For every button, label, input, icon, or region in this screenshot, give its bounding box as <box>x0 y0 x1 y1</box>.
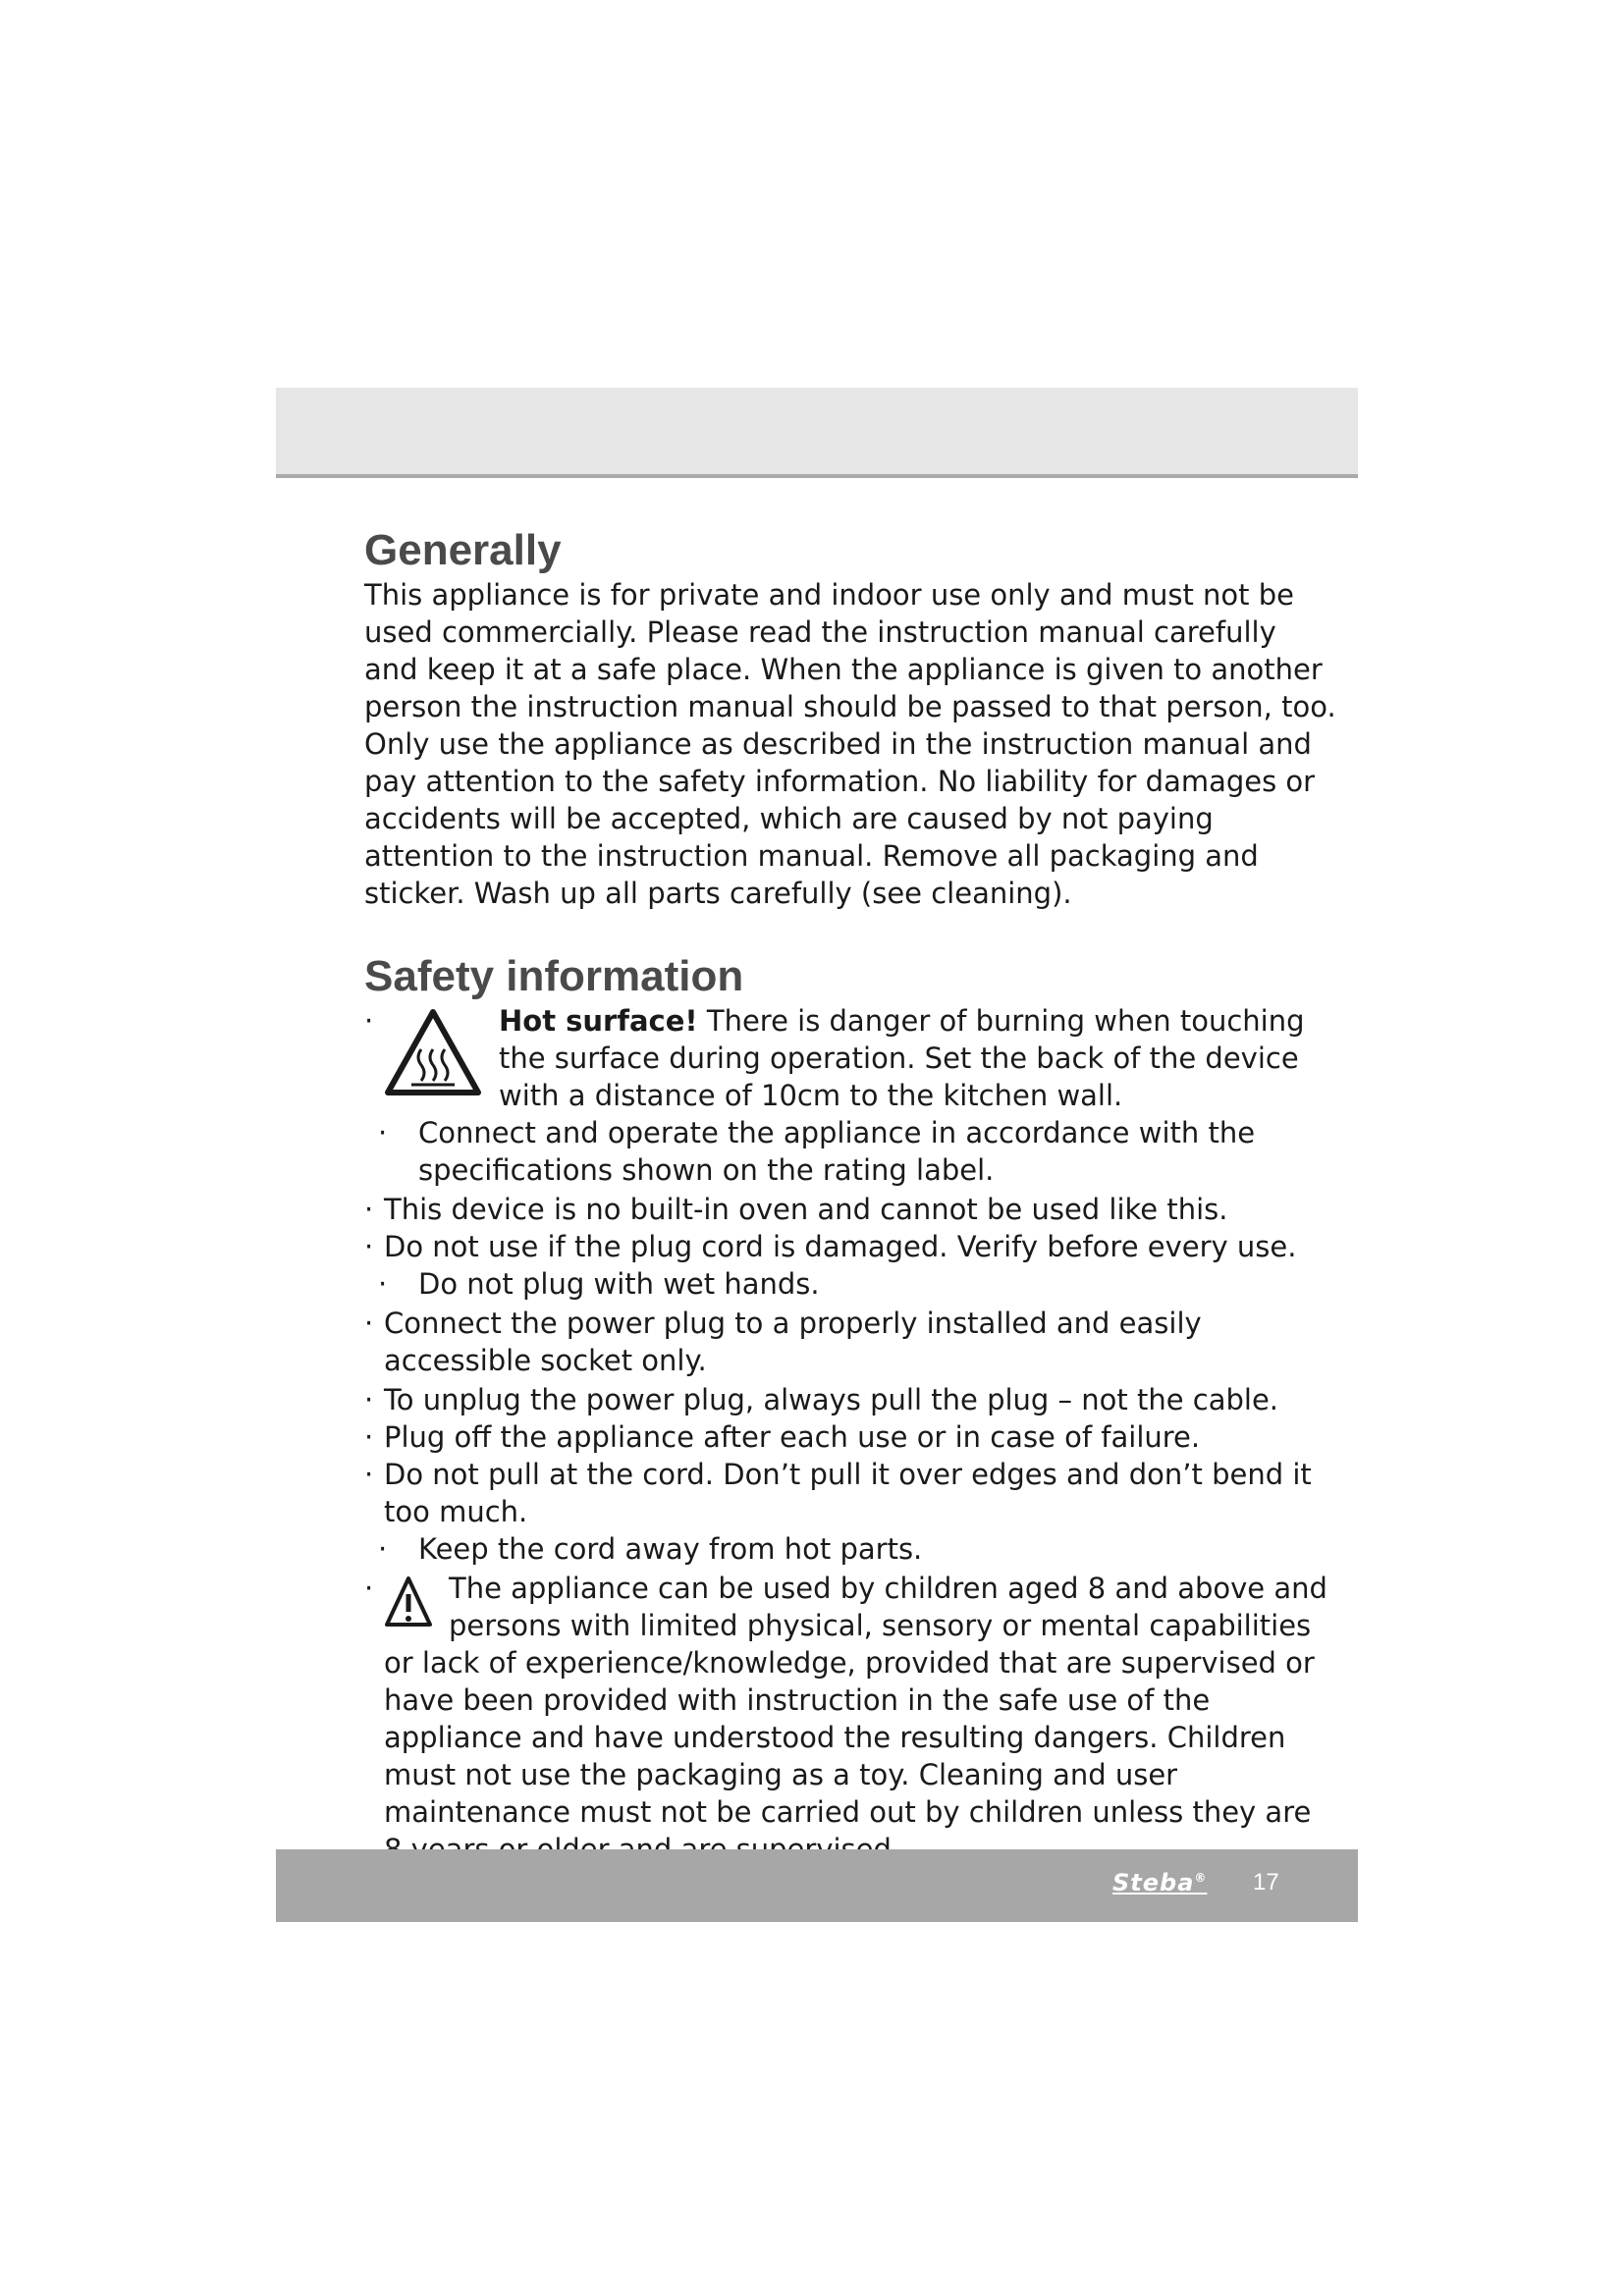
bullet-dot: · <box>364 1004 374 1038</box>
hot-surface-icon <box>384 1008 482 1096</box>
safety-item-text: Do not pull at the cord. Don’t pull it over edges and don’t bend it too much. <box>384 1458 1312 1528</box>
bullet-dot: · <box>364 1572 374 1605</box>
safety-item-text: Do not plug with wet hands. <box>418 1267 820 1301</box>
safety-item <box>364 1456 1336 1530</box>
generally-heading: Generally <box>364 526 562 574</box>
safety-item-text: Keep the cord away from hot parts. <box>418 1532 923 1566</box>
bullet-dot: · <box>364 1193 374 1226</box>
safety-heading: Safety information <box>364 952 744 1000</box>
safety-item <box>364 1381 1336 1418</box>
safety-item <box>364 1191 1336 1228</box>
safety-item <box>364 1228 1336 1265</box>
children-warning-text: The appliance can be used by children aged 8 and above and persons with limited physical, sensory or mental capabilities or lack of experience/knowledge, provided that are supervised or have been provided with instruction in the safe use of the appliance and have understood the resulting dangers. Children must not use the packaging as a toy. Cleaning and user maintenance must not be carried out by children unless they are <box>384 1572 1327 1829</box>
brand-name: Steba <box>1112 1869 1195 1896</box>
brand-logo: Steba® <box>1112 1869 1208 1896</box>
safety-item-text: Connect the power plug to a properly installed and easily accessible socket only. <box>384 1307 1202 1377</box>
page-number: 17 <box>1253 1869 1279 1896</box>
warning-icon <box>384 1575 433 1629</box>
children-warning <box>364 1570 1336 1868</box>
bullet-dot: · <box>364 1458 374 1491</box>
safety-item <box>364 1418 1336 1456</box>
safety-item-text: Do not use if the plug cord is damaged. Verify before every use. <box>384 1230 1297 1263</box>
safety-item <box>364 1265 1336 1303</box>
bullet-dot: · <box>378 1267 388 1301</box>
header-band <box>276 388 1358 478</box>
hot-surface-text <box>499 1002 1336 1114</box>
safety-item-text: Connect and operate the appliance in accordance with the specifications shown on the rating label. <box>418 1116 1256 1187</box>
safety-item <box>364 1530 1336 1568</box>
bullet-dot: · <box>364 1420 374 1454</box>
hot-surface-warning <box>364 1002 1336 1114</box>
bullet-dot: · <box>364 1383 374 1416</box>
hot-surface-description: There is danger of burning when touching the surface during operation. Set the back of the device with a distance of 10cm to the kitchen wall. <box>499 1004 1305 1112</box>
safety-item <box>364 1114 1336 1189</box>
bullet-dot: · <box>364 1230 374 1263</box>
bullet-dot: · <box>364 1307 374 1340</box>
safety-item-text: Plug off the appliance after each use or in case of failure. <box>384 1420 1201 1454</box>
hot-surface-label: Hot surface! <box>499 1004 698 1038</box>
safety-section <box>364 951 1336 1868</box>
generally-paragraph: This appliance is for private and indoor use only and must not be used commercially. Please read the instruction manual carefully and keep it at a safe place. When the appliance is given to another person the instruction manual should be passed to that person, too. Only use the appliance as described in the instruction manual and pay attention to the safety information. No liability for damages or accidents will be accepted, which are caused by not paying attention to the instruction manual. Remove all packaging and sticker. Wash up all parts carefully (see cleaning). <box>364 578 1336 910</box>
safety-item <box>364 1305 1336 1379</box>
safety-item-text: This device is no built-in oven and cannot be used like this. <box>384 1193 1228 1226</box>
bullet-dot: · <box>378 1116 388 1149</box>
safety-item-text: To unplug the power plug, always pull the plug – not the cable. <box>384 1383 1279 1416</box>
page-content <box>364 525 1336 1868</box>
bullet-dot: · <box>378 1532 388 1566</box>
footer-band <box>276 1849 1358 1922</box>
